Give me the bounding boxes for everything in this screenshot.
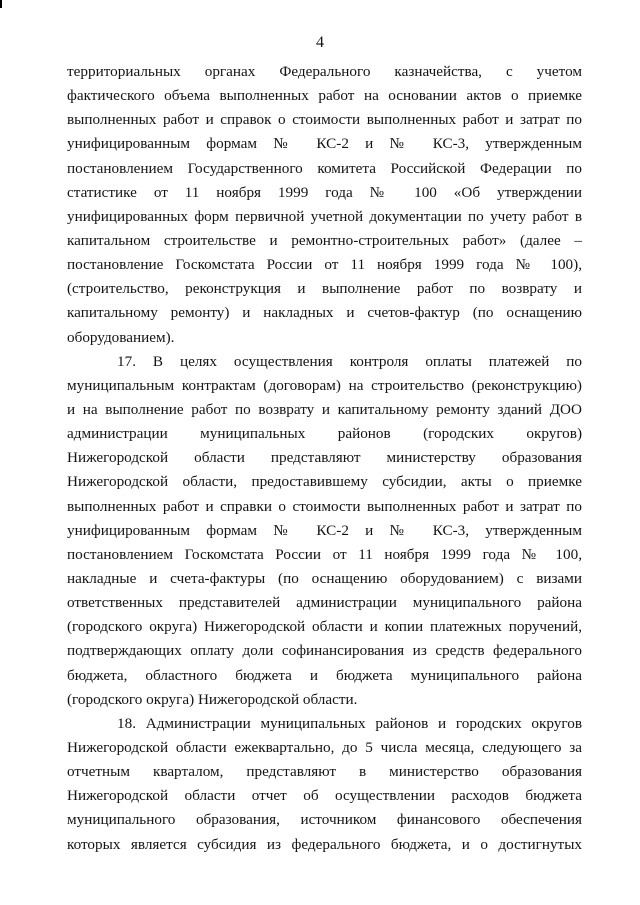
- text-line: оборудованием).: [67, 328, 175, 346]
- text-line: администрации муниципальных районов (городских округов): [67, 425, 582, 443]
- text-line: и на выполнение работ по возврату и капитальному ремонту зданий ДОО: [67, 400, 582, 418]
- text-line: Нижегородской области ежеквартально, до 5 числа месяца, следующего за: [67, 738, 582, 756]
- text-line: постановление Госкомстата России от 11 ноября 1999 года № 100),: [67, 256, 582, 274]
- text-line: фактического объема выполненных работ на основании актов о приемке: [67, 87, 582, 105]
- text-line: отчетным кварталом, представляют в министерство образования: [67, 763, 582, 781]
- text-line: муниципального образования, источником финансового обеспечения: [67, 811, 582, 829]
- text-line: ответственных представителей администрации муниципального района: [67, 594, 582, 612]
- text-line: унифицированным формам № КС-2 и № КС-3, утвержденным: [67, 521, 582, 539]
- text-line: выполненных работ и справки о стоимости выполненных работ и затрат по: [67, 497, 582, 515]
- paragraph-continuation: [67, 60, 582, 350]
- text-line: постановлением Госкомстата России от 11 ноября 1999 года № 100,: [67, 545, 582, 563]
- text-line: накладные и счета-фактуры (по оснащению оборудованием) с визами: [67, 569, 582, 587]
- text-line: (строительство, реконструкция и выполнение работ по возврату и: [67, 280, 582, 298]
- text-line: унифицированных форм первичной учетной документации по учету работ в: [67, 207, 582, 225]
- paragraph-17: [67, 350, 582, 712]
- text-line: капитальному ремонту) и накладных и счетов-фактур (по оснащению: [67, 304, 582, 322]
- text-line: капитальном строительстве и ремонтно-строительных работ» (далее –: [67, 231, 582, 249]
- text-line: 18. Администрации муниципальных районов и городских округов: [117, 714, 582, 732]
- document-body: [67, 60, 582, 857]
- paragraph-18: [67, 712, 582, 857]
- text-line: подтверждающих оплату доли софинансирования из средств федерального: [67, 642, 582, 660]
- scan-edge-mark: [0, 0, 2, 8]
- text-line: бюджета, областного бюджета и бюджета муниципального района: [67, 666, 582, 684]
- text-line: выполненных работ и справок о стоимости выполненных работ и затрат по: [67, 111, 582, 129]
- text-line: Нижегородской области отчет об осуществлении расходов бюджета: [67, 787, 582, 805]
- text-line: муниципальным контрактам (договорам) на строительство (реконструкцию): [67, 376, 582, 394]
- text-line: постановлением Государственного комитета Российской Федерации по: [67, 159, 582, 177]
- text-line: унифицированным формам № КС-2 и № КС-3, утвержденным: [67, 135, 582, 153]
- text-line: (городского округа) Нижегородской области.: [67, 690, 358, 708]
- text-line: 17. В целях осуществления контроля оплаты платежей по: [117, 352, 582, 370]
- text-line: которых является субсидия из федерального бюджета, и о достигнутых: [67, 835, 582, 853]
- page-number: 4: [316, 34, 324, 51]
- text-line: территориальных органах Федерального казначейства, с учетом: [67, 63, 582, 80]
- text-line: Нижегородской области представляют министерству образования: [67, 449, 582, 467]
- text-line: Нижегородской области, предоставившему субсидии, акты о приемке: [67, 473, 582, 491]
- text-line: (городского округа) Нижегородской области и копии платежных поручений,: [67, 618, 582, 636]
- text-line: статистике от 11 ноября 1999 года № 100 «Об утверждении: [67, 183, 582, 201]
